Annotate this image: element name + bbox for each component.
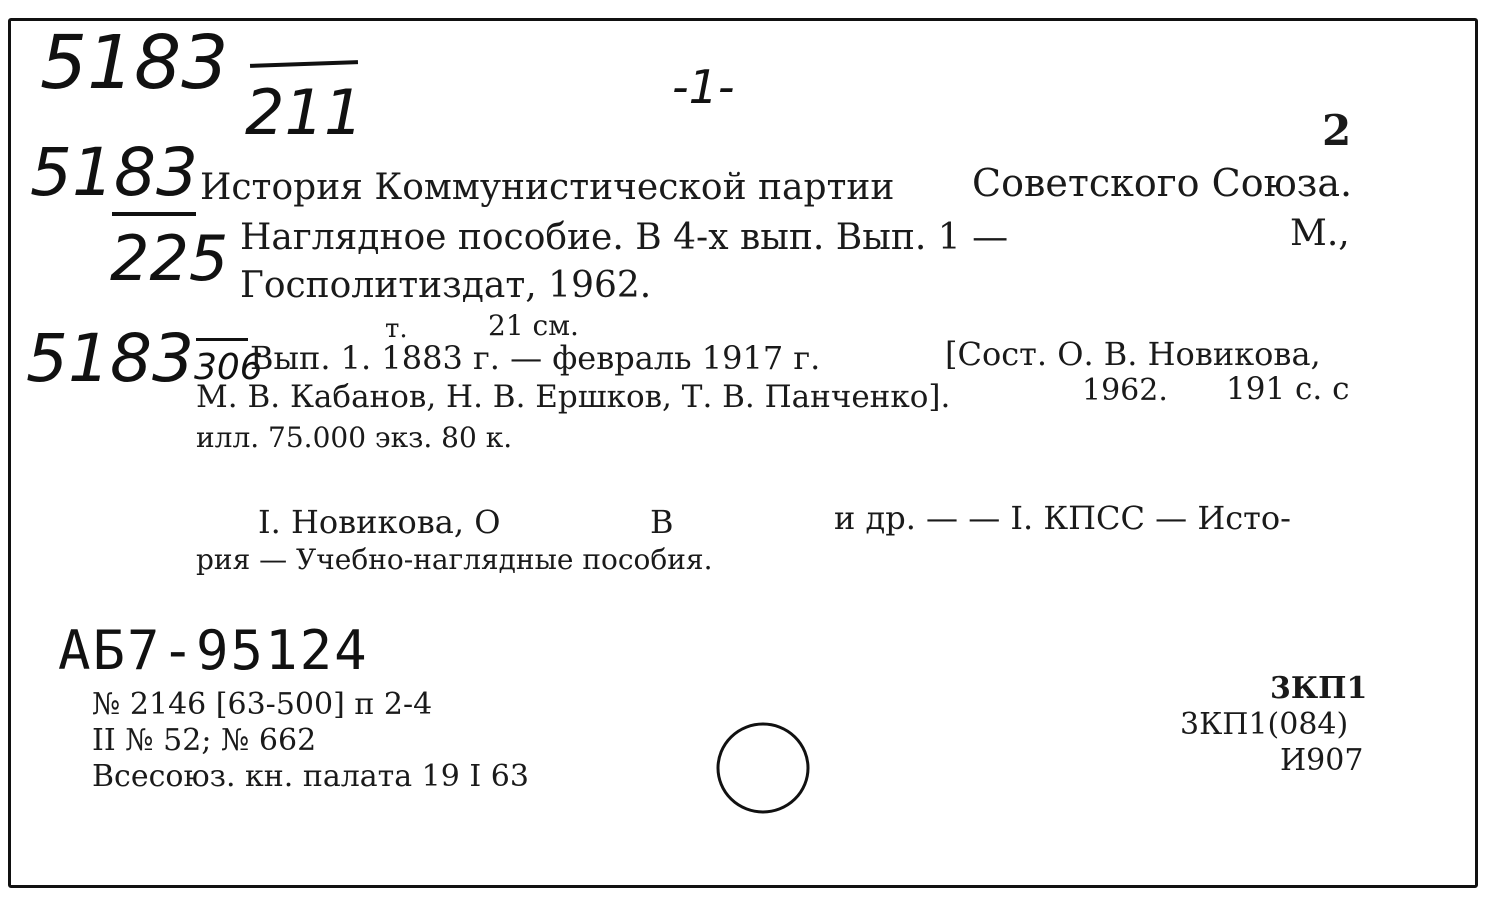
footer-author-mark: И907: [1280, 743, 1364, 778]
handwritten-call-number-side-1: 5183: [30, 134, 198, 211]
entry-publisher: Госполитиздат, 1962.: [240, 265, 652, 306]
tracing-subject-continued: рия — Учебно-наглядные пособия.: [196, 543, 713, 576]
entry-volumes: т.: [385, 314, 408, 344]
entry-year: 1962.: [1082, 373, 1168, 408]
entry-place: М.,: [1290, 213, 1350, 254]
footer-issue-number: II № 52; № 662: [92, 723, 317, 758]
handwritten-call-number-side-3: 5183: [26, 320, 194, 397]
entry-compilers: [Сост. О. В. Новикова,: [945, 335, 1321, 373]
footer-chamber: Всесоюз. кн. палата 19 I 63: [92, 759, 529, 794]
handwritten-page-mark: -1-: [672, 60, 735, 114]
footer-class-2: 3КП1(084): [1180, 707, 1349, 742]
handwritten-call-number-side-2: 225: [110, 222, 229, 295]
handwritten-call-number-top: 5183: [40, 20, 229, 106]
footer-order-number: № 2146 [63-500] п 2-4: [92, 687, 433, 722]
entry-size: 21 см.: [488, 309, 579, 342]
card-hole: [715, 720, 811, 816]
footer-class-1: 3КП1: [1270, 671, 1368, 706]
entry-pages: 191 с. с: [1226, 371, 1350, 407]
inventory-stamp: АБ7-95124: [58, 619, 369, 682]
entry-compilers-continued: М. В. Кабанов, Н. В. Ершков, Т. В. Панченко].: [196, 379, 951, 415]
tracing-author-initial: В: [650, 503, 674, 541]
handwritten-underline-side-1: [112, 212, 196, 216]
handwritten-call-number-side-3-denominator: 306: [194, 347, 263, 388]
handwritten-fraction-line-side-3: [196, 338, 248, 341]
entry-subtitle: Наглядное пособие. В 4-х вып. Вып. 1 —: [240, 217, 1009, 258]
entry-title: История Коммунистической партии: [200, 167, 895, 208]
entry-title-continued: Советского Союза.: [972, 161, 1353, 205]
handwritten-call-number-top-denominator: 211: [245, 76, 364, 149]
tracing-author: I. Новикова, О: [258, 503, 501, 541]
tracing-subject: и др. — — I. КПСС — Исто-: [834, 499, 1291, 537]
entry-volume-1: Вып. 1. 1883 г. — февраль 1917 г.: [250, 339, 821, 377]
entry-illustrations: илл. 75.000 экз. 80 к.: [196, 421, 513, 454]
card-number: 2: [1322, 106, 1352, 155]
